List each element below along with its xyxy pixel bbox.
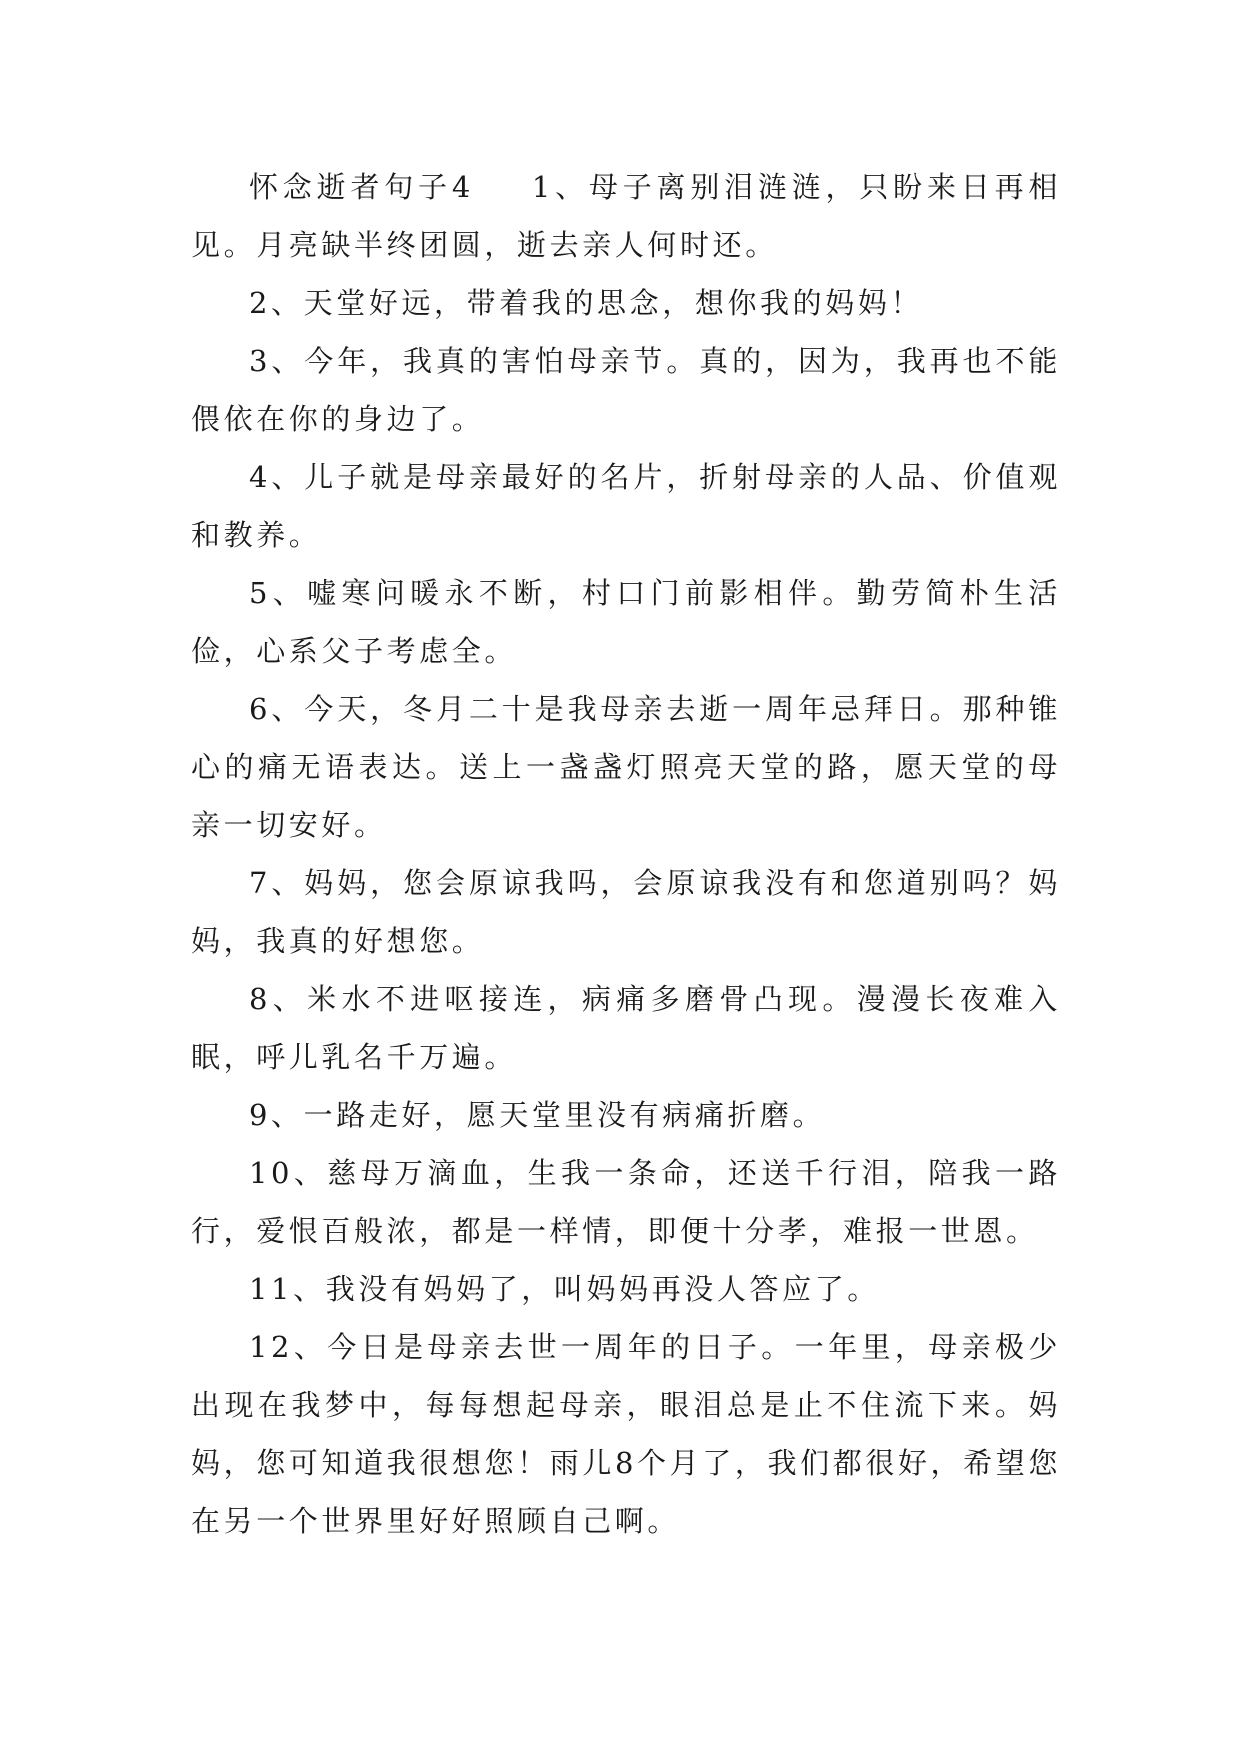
- paragraph-2: 2、天堂好远，带着我的思念，想你我的妈妈！: [249, 286, 924, 320]
- document-body: [191, 158, 1061, 1550]
- paragraph-10: 10、慈母万滴血，生我一条命，还送千行泪，陪我一路行，爱恨百般浓，都是一样情，即便十分孝，难报一世恩。: [191, 1156, 1061, 1248]
- paragraph-7: 7、妈妈，您会原谅我吗，会原谅我没有和您道别吗？妈妈，我真的好想您。: [191, 866, 1061, 958]
- paragraph-6: 6、今天，冬月二十是我母亲去逝一周年忌拜日。那种锥心的痛无语表达。送上一盏盏灯照亮天堂的路，愿天堂的母亲一切安好。: [191, 692, 1061, 842]
- paragraph-text: 1、母子离别泪涟涟，只盼来日再相见。月亮缺半终团圆，逝去亲人何时还。: [191, 170, 1061, 262]
- paragraph-3: 3、今年，我真的害怕母亲节。真的，因为，我再也不能偎依在你的身边了。: [191, 344, 1061, 436]
- paragraph-4: 4、儿子就是母亲最好的名片，折射母亲的人品、价值观和教养。: [191, 460, 1061, 552]
- paragraph-9: 9、一路走好，愿天堂里没有病痛折磨。: [249, 1098, 826, 1132]
- paragraph-12: 12、今日是母亲去世一周年的日子。一年里，母亲极少出现在我梦中，每每想起母亲，眼泪总是止不住流下来。妈妈，您可知道我很想您！雨儿8个月了，我们都很好，希望您在另一个世界里好好照顾自己啊。: [191, 1330, 1061, 1538]
- paragraph-5: 5、嘘寒问暖永不断，村口门前影相伴。勤劳简朴生活俭，心系父子考虑全。: [191, 576, 1061, 668]
- paragraph-11: 11、我没有妈妈了，叫妈妈再没人答应了。: [249, 1272, 880, 1306]
- paragraph-1: [191, 158, 1061, 274]
- document-title: 怀念逝者句子4: [249, 170, 474, 204]
- paragraph-8: 8、米水不进呕接连，病痛多磨骨凸现。漫漫长夜难入眠，呼儿乳名千万遍。: [191, 982, 1061, 1074]
